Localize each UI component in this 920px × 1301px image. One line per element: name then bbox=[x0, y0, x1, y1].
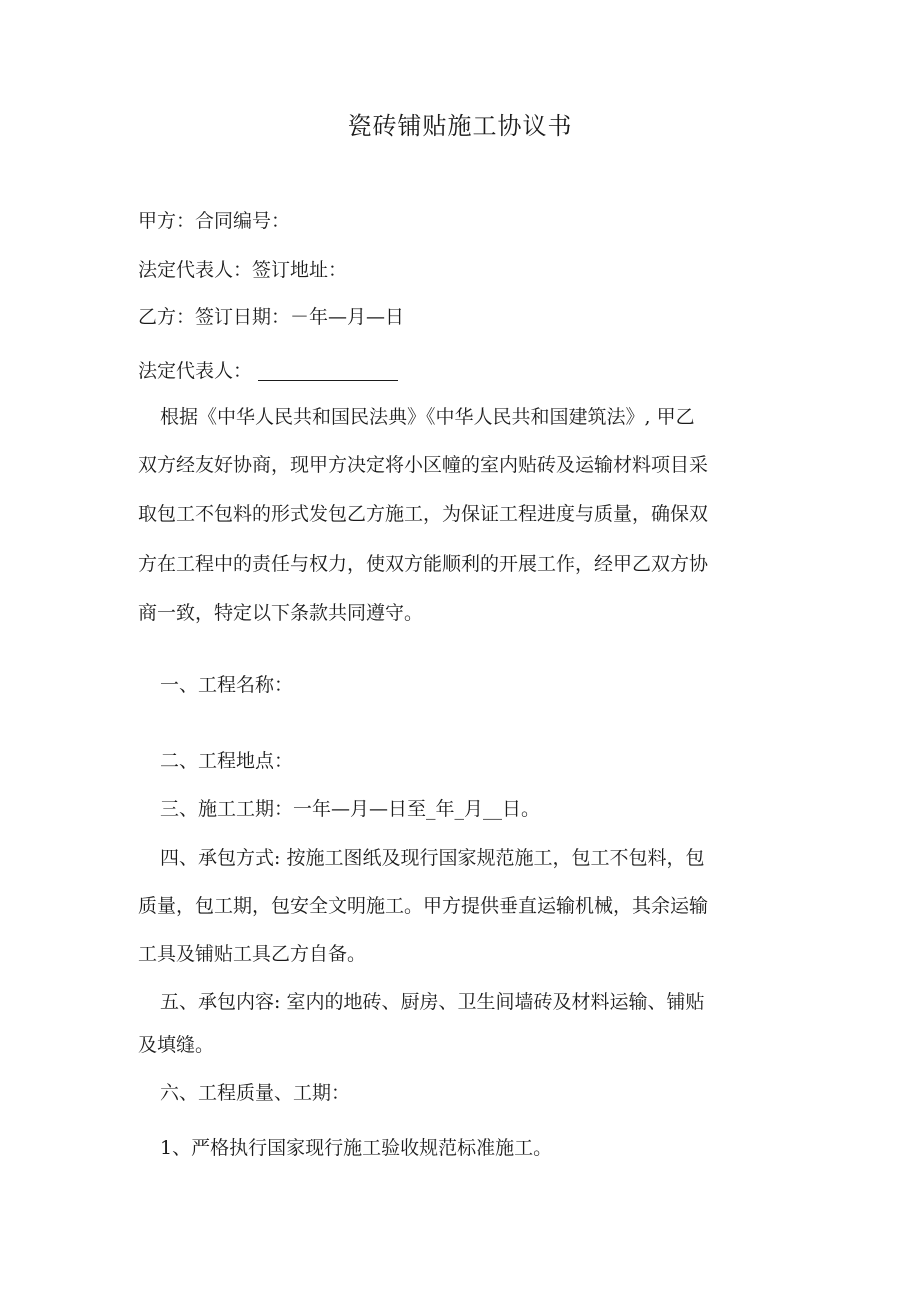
clause-contract-method-2: 质量，包工期，包安全文明施工。甲方提供垂直运输机械，其余运输 bbox=[138, 895, 709, 917]
legal-rep-label: 法定代表人： bbox=[138, 360, 253, 382]
clause-construction-period: 三、施工工期：一年—月—日至_年_月__日。 bbox=[160, 798, 541, 820]
legal-rep-address-line: 法定代表人：签订地址： bbox=[138, 259, 348, 281]
preamble-line-5: 商一致，特定以下条款共同遵守。 bbox=[138, 602, 424, 624]
preamble-line-4: 方在工程中的责任与权力，使双方能顺利的开展工作，经甲乙双方协 bbox=[138, 553, 709, 575]
clause-contract-content-2: 及填缝。 bbox=[138, 1034, 215, 1056]
signature-blank bbox=[258, 380, 398, 381]
preamble-line-3: 取包工不包料的形式发包乙方施工，为保证工程进度与质量，确保双 bbox=[138, 503, 709, 525]
party-b-date-line: 乙方：签订日期：－年—月—日 bbox=[138, 306, 405, 328]
preamble-line-1: 根据《中华人民共和国民法典》《中华人民共和国建筑法》, 甲乙 bbox=[160, 406, 695, 428]
clause-project-name: 一、工程名称： bbox=[160, 674, 294, 696]
clause-project-location: 二、工程地点： bbox=[160, 750, 294, 772]
clause-contract-method-3: 工具及铺贴工具乙方自备。 bbox=[138, 943, 367, 965]
party-a-line: 甲方：合同编号： bbox=[138, 210, 291, 232]
legal-rep-line bbox=[138, 356, 398, 383]
clause-contract-content-1: 五、承包内容: 室内的地砖、厨房、卫生间墙砖及材料运输、铺贴 bbox=[160, 991, 705, 1013]
clause-quality-period: 六、工程质量、工期： bbox=[160, 1082, 351, 1104]
preamble-line-2: 双方经友好协商，现甲方决定将小区幢的室内贴砖及运输材料项目采 bbox=[138, 454, 709, 476]
document-title: 瓷砖铺贴施工协议书 bbox=[347, 112, 573, 140]
clause-contract-method-1: 四、承包方式: 按施工图纸及现行国家规范施工，包工不包料，包 bbox=[160, 847, 705, 869]
clause-quality-item-1: 1、严格执行国家现行施工验收规范标准施工。 bbox=[160, 1137, 553, 1159]
